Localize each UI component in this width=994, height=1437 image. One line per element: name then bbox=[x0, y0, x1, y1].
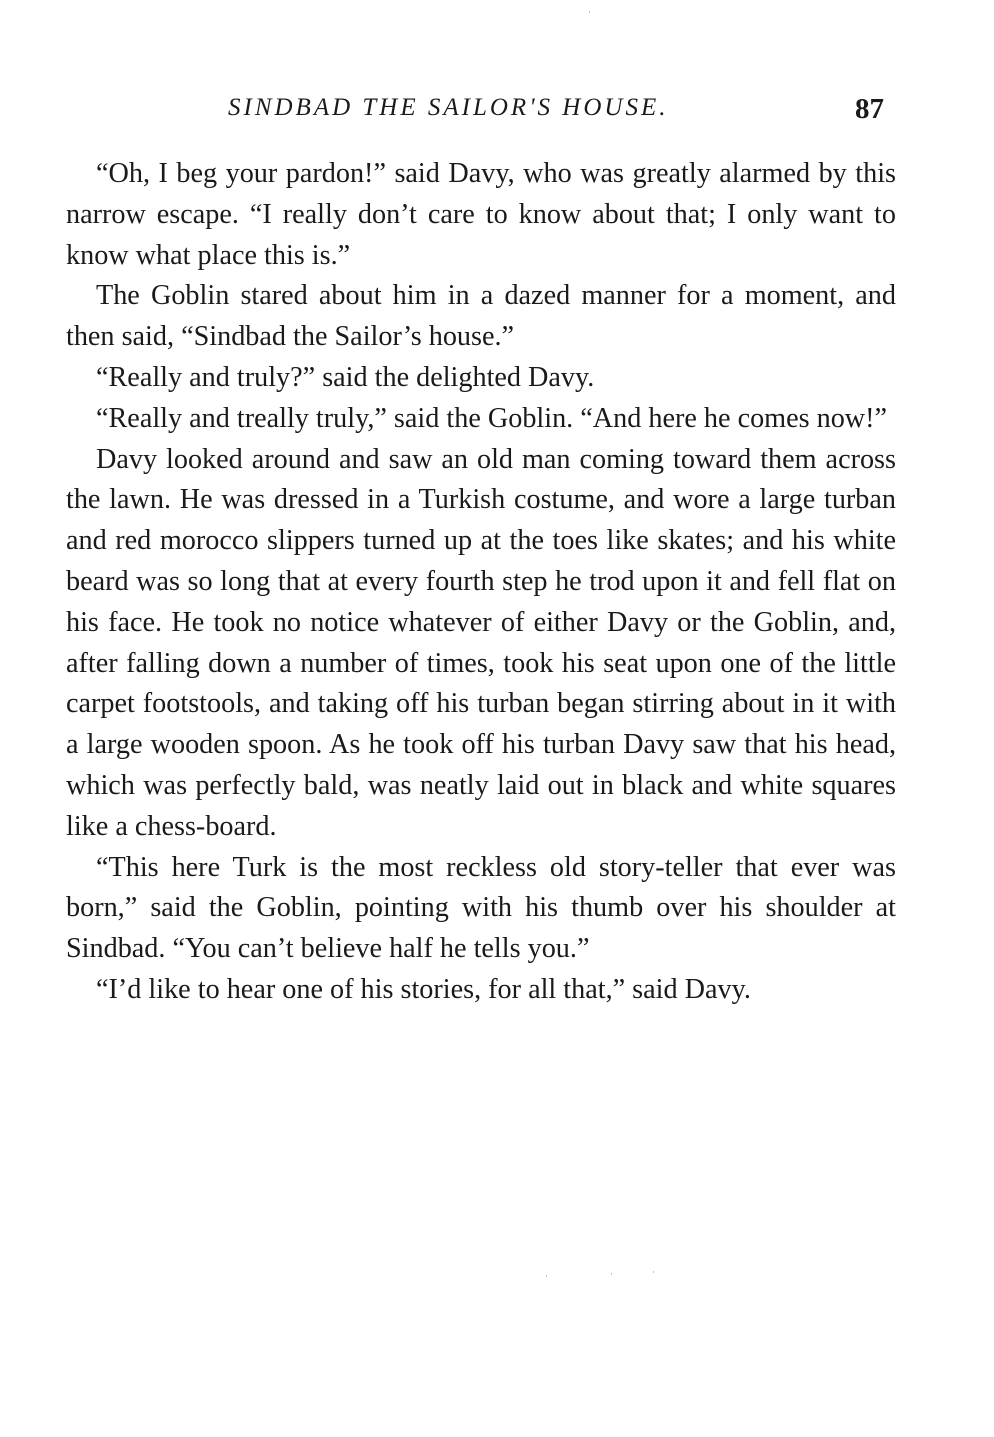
body-text bbox=[66, 154, 896, 1011]
print-speck: · bbox=[652, 1268, 655, 1278]
running-title: SINDBAD THE SAILOR'S HOUSE. bbox=[228, 94, 669, 121]
print-speck: · bbox=[588, 8, 591, 18]
print-speck: · bbox=[545, 1272, 548, 1282]
paragraph-7: “I’d like to hear one of his stories, for all that,” said Davy. bbox=[96, 973, 751, 1005]
paragraph-4: “Really and treally truly,” said the Goblin. “And here he comes now!” bbox=[96, 402, 888, 434]
paragraph-6: “This here Turk is the most reckless old story-teller that ever was born,” said the Goblin, pointing with his thumb over his shoulder at Sindbad. “You can’t believe half he tells you.” bbox=[66, 851, 896, 965]
print-speck: · bbox=[610, 1270, 613, 1280]
paragraph-1: “Oh, I beg your pardon!” said Davy, who was greatly alarmed by this narrow escape. “I really don’t care to know about that; I only want to know what place this is.” bbox=[66, 158, 896, 271]
page-number: 87 bbox=[855, 93, 884, 125]
paragraph-2: The Goblin stared about him in a dazed manner for a moment, and then said, “Sindbad the Sailor’s house.” bbox=[66, 280, 896, 353]
paragraph-5: Davy looked around and saw an old man coming toward them across the lawn. He was dressed in a Turkish costume, and wore a large turban and red morocco slippers turned up at the toes like skates; and his white beard was so long that at every fourth step he trod upon it and fell flat on his face. He took no notice whatever of either Davy or the Goblin, and, after falling down a number of times, took his seat upon one of the little carpet footstools, and taking off his turban began stirring about in it with a large wooden spoon. As he took off his turban Davy saw that his head, which was perfectly bald, was neatly laid out in black and white squares like a chess-board. bbox=[66, 443, 896, 842]
paragraph-3: “Really and truly?” said the delighted Davy. bbox=[96, 361, 595, 393]
